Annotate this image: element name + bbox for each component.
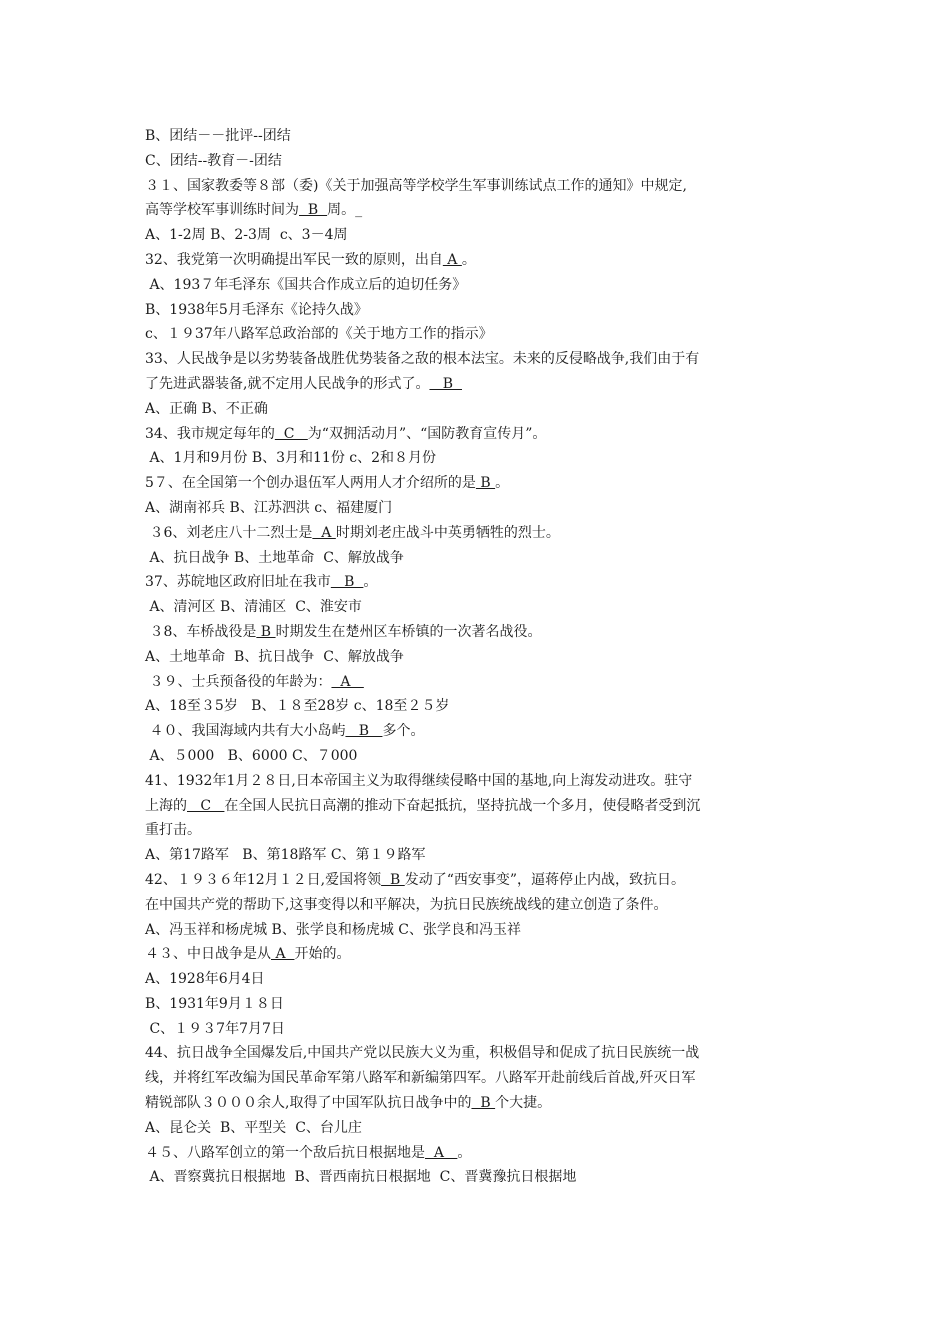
text-line: A、晋察冀抗日根据地 B、晋西南抗日根据地 C、晋冀豫抗日根据地 [145,1169,577,1186]
question-text: 时期刘老庄战斗中英勇牺牲的烈士。 [335,524,560,541]
text-line: A、1928年6月4日 [145,971,265,988]
question-text: 42、１９３６年12月１２日,爱国将领 [145,871,382,888]
question-text: 5７、在全国第一个创办退伍军人两用人才介绍所的是 [145,475,476,492]
question-text: ４０、我国海域内共有大小岛屿 [145,723,346,740]
question-text: 。 [457,1144,472,1161]
text-line: 在中国共产党的帮助下,这事变得以和平解决，为抗日民族统战线的建立创造了条件。 [145,896,668,913]
text-line: C、团结--教育－-团结 [145,152,282,169]
answer-blank: B [471,1095,496,1112]
question-text: ３１、国家教委等８部（委)《关于加强高等学校学生军事训练试点工作的通知》中规定, [145,177,687,194]
question-text: 多个。 [382,723,425,740]
question-text: 发动了“西安事变”，逼蒋停止内战，致抗日。 [404,871,686,888]
text-line: 33、人民战争是以劣势装备战胜优势装备之敌的根本法宝。未来的反侵略战争,我们由于有 [145,351,700,368]
question-text: 在全国人民抗日高潮的推动下奋起抵抗，坚持抗战一个多月，使侵略者受到沉 [224,797,701,814]
question-text: 。 [461,251,476,268]
text-line [145,174,810,199]
question-text: 37、苏皖地区政府旧址在我市 [145,574,331,591]
answer-blank: B [475,475,496,492]
text-line: A、湖南祁兵 B、江苏泗洪 c、福建厦门 [145,499,393,516]
text-line: 44、抗日战争全国爆发后,中国共产党以民族大义为重，积极倡导和促成了抗日民族统一战 [145,1045,700,1062]
answer-blank: B [299,202,328,219]
question-text: 高等学校军事训练时间为 [145,202,299,219]
question-text: 开始的。 [294,946,351,963]
text-line: A、正确 B、不正确 [145,400,268,417]
question-text: ３8、车桥战役是 [145,623,257,640]
text-line [145,248,810,273]
text-line: A、土地革命 B、抗日战争 C、解放战争 [145,648,404,665]
text-line [145,521,810,546]
question-text: ４３、中日战争是从 [145,946,271,963]
text-line: A、193７年毛泽东《国共合作成立后的迫切任务》 [145,276,467,293]
question-text: ３９、士兵预备役的年龄为： [145,673,332,690]
text-line [145,868,810,893]
text-line: C、１９３7年7月7日 [145,1020,285,1037]
text-line [145,1091,810,1116]
text-line: 41、1932年1月２８日,日本帝国主义为取得继续侵略中国的基地,向上海发动进攻。驻守 [145,772,693,789]
text-line [145,471,810,496]
question-text: 。 [495,475,510,492]
question-text: 上海的 [145,797,187,814]
text-line [145,1141,810,1166]
text-line: A、５000 B、6000 C、７000 [145,747,358,764]
question-text: 精锐部队３０００余人,取得了中国军队抗日战争中的 [145,1095,472,1112]
text-line [145,670,810,695]
answer-blank: B [256,623,276,640]
text-line: A、昆仑关 B、平型关 C、台儿庄 [145,1119,362,1136]
question-text: 32、我党第一次明确提出军民一致的原则，出自 [145,251,443,268]
answer-blank: A [331,673,364,690]
text-line: B、1938年5月毛泽东《论持久战》 [145,301,368,318]
text-line: c、１９37年八路军总政治部的《关于地方工作的指示》 [145,326,493,343]
text-line: A、18至３5岁 B、１８至28岁 c、18至２５岁 [145,698,450,715]
text-line: 线，并将红军改编为国民革命军第八路军和新编第四军。八路军开赴前线后首战,歼灭日军 [145,1070,696,1087]
text-line [145,719,810,744]
text-line [145,570,810,595]
answer-blank: B [345,723,383,740]
answer-blank: C [274,425,308,442]
answer-blank: B [330,574,364,591]
text-line: A、1月和9月份 B、3月和11份 c、2和８月份 [145,450,437,467]
text-line [145,198,810,223]
question-text: 34、我市规定每年的 [145,425,275,442]
text-line [145,942,810,967]
text-line [145,372,810,397]
answer-blank: B [429,375,462,392]
text-line: 重打击。 [145,822,201,839]
answer-blank: A [271,946,295,963]
question-text: 为“双拥活动月”、“国防教育宣传月”。 [307,425,547,442]
text-line [145,794,810,819]
answer-blank: C [187,797,225,814]
answer-blank: A [442,251,462,268]
text-line: B、1931年9月１８日 [145,995,284,1012]
answer-blank: A [425,1144,458,1161]
question-text: 周。_ [327,202,363,219]
text-line: A、清河区 B、清浦区 C、淮安市 [145,599,362,616]
question-text: ４５、八路军创立的第一个敌后抗日根据地是 [145,1144,425,1161]
text-line: A、抗日战争 B、土地革命 C、解放战争 [145,549,404,566]
question-text: ３6、刘老庄八十二烈士是 [145,524,313,541]
text-line [145,422,810,447]
text-line: A、1-2周 B、2-3周 c、3－4周 [145,227,348,244]
text-line: A、第17路军 B、第18路军 C、第１９路军 [145,847,426,864]
text-line: B、团结－－批评--团结 [145,128,291,144]
question-text: 。 [363,574,378,591]
text-line [145,620,810,645]
answer-blank: A [312,524,336,541]
question-text: 时期发生在楚州区车桥镇的一次著名战役。 [275,623,542,640]
question-text: 个大捷。 [495,1095,552,1112]
text-line: A、冯玉祥和杨虎城 B、张学良和杨虎城 C、张学良和冯玉祥 [145,921,522,938]
question-text: 了先进武器装备,就不定用人民战争的形式了。 [145,375,430,392]
document-body [145,124,810,1190]
answer-blank: B [381,871,405,888]
